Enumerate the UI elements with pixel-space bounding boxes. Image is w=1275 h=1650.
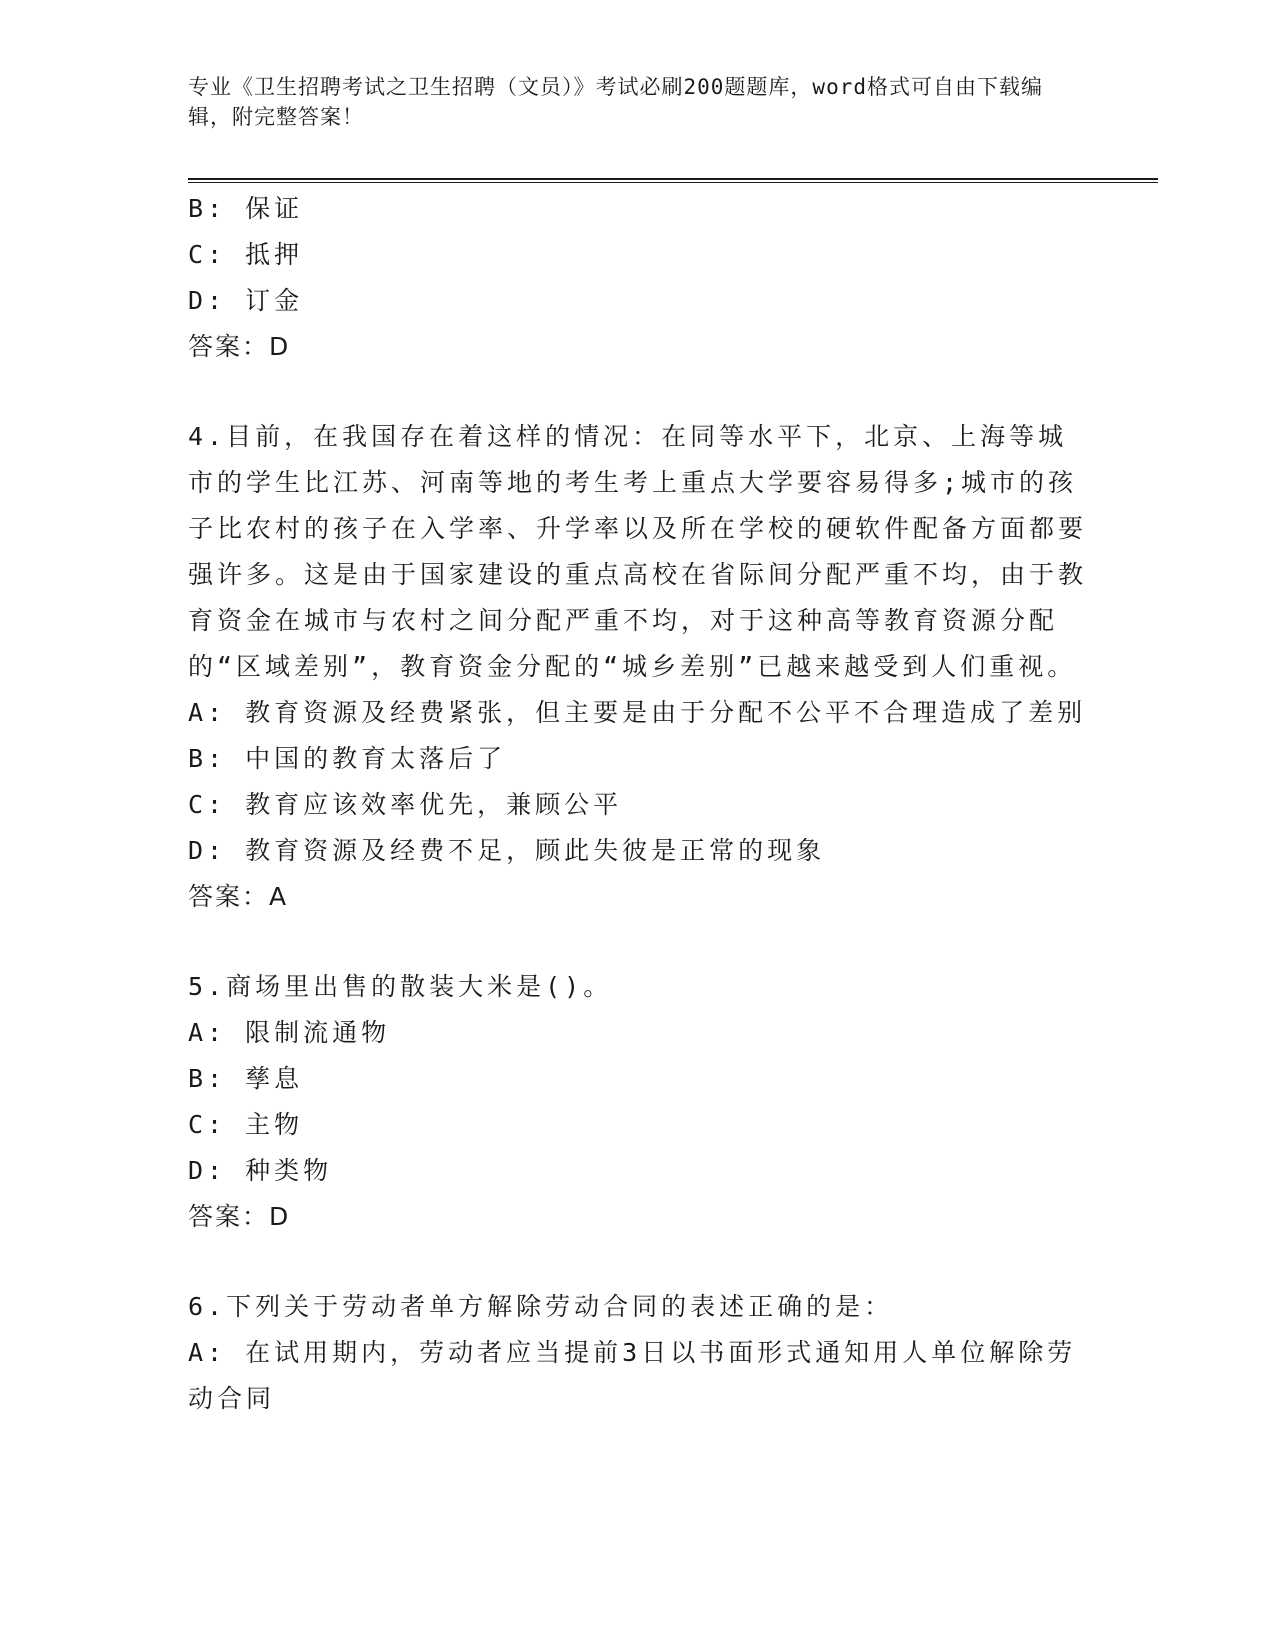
answer: 答案：D <box>188 332 291 361</box>
question-text: 5.商场里出售的散装大米是()。 <box>188 972 613 1001</box>
answer: 答案：D <box>188 1202 291 1231</box>
option-a: A: 教育资源及经费紧张，但主要是由于分配不公平不合理造成了差别 <box>188 698 1087 727</box>
spacer <box>188 920 1088 964</box>
option-c: C: 主物 <box>188 1110 304 1139</box>
option-c: C: 抵押 <box>188 240 304 269</box>
page-header: 专业《卫生招聘考试之卫生招聘（文员）》考试必刷200题题库，word格式可自由下载编辑，附完整答案！ <box>188 75 1043 129</box>
option-b: B: 中国的教育太落后了 <box>188 744 507 773</box>
question-text: 6.下列关于劳动者单方解除劳动合同的表述正确的是： <box>188 1292 894 1321</box>
option-b: B: 孳息 <box>188 1064 304 1093</box>
option-a: A: 限制流通物 <box>188 1018 391 1047</box>
option-d: D: 教育资源及经费不足，顾此失彼是正常的现象 <box>188 836 826 865</box>
spacer <box>188 370 1088 414</box>
option-a: A: 在试用期内，劳动者应当提前3日以书面形式通知用人单位解除劳动合同 <box>188 1338 1077 1413</box>
document-body <box>188 186 1088 1422</box>
spacer <box>188 1240 1088 1284</box>
question-3-tail <box>188 186 1088 370</box>
answer: 答案：A <box>188 882 289 911</box>
question-5 <box>188 964 1088 1240</box>
question-4 <box>188 414 1088 920</box>
option-b: B: 保证 <box>188 194 304 223</box>
option-d: D: 订金 <box>188 286 304 315</box>
header-divider <box>188 178 1158 183</box>
option-c: C: 教育应该效率优先，兼顾公平 <box>188 790 623 819</box>
question-text: 4.目前，在我国存在着这样的情况：在同等水平下，北京、上海等城市的学生比江苏、河南等地的考生考上重点大学要容易得多;城市的孩子比农村的孩子在入学率、升学率以及所在学校的硬软件配备方面都要强许多。这是由于国家建设的重点高校在省际间分配严重不均，由于教育资金在城市与农村之间分配严重不均，对于这种高等教育资源分配的“区域差别”，教育资金分配的“城乡差别”已越来越受到人们重视。 <box>188 422 1088 681</box>
question-6 <box>188 1284 1088 1422</box>
option-d: D: 种类物 <box>188 1156 333 1185</box>
